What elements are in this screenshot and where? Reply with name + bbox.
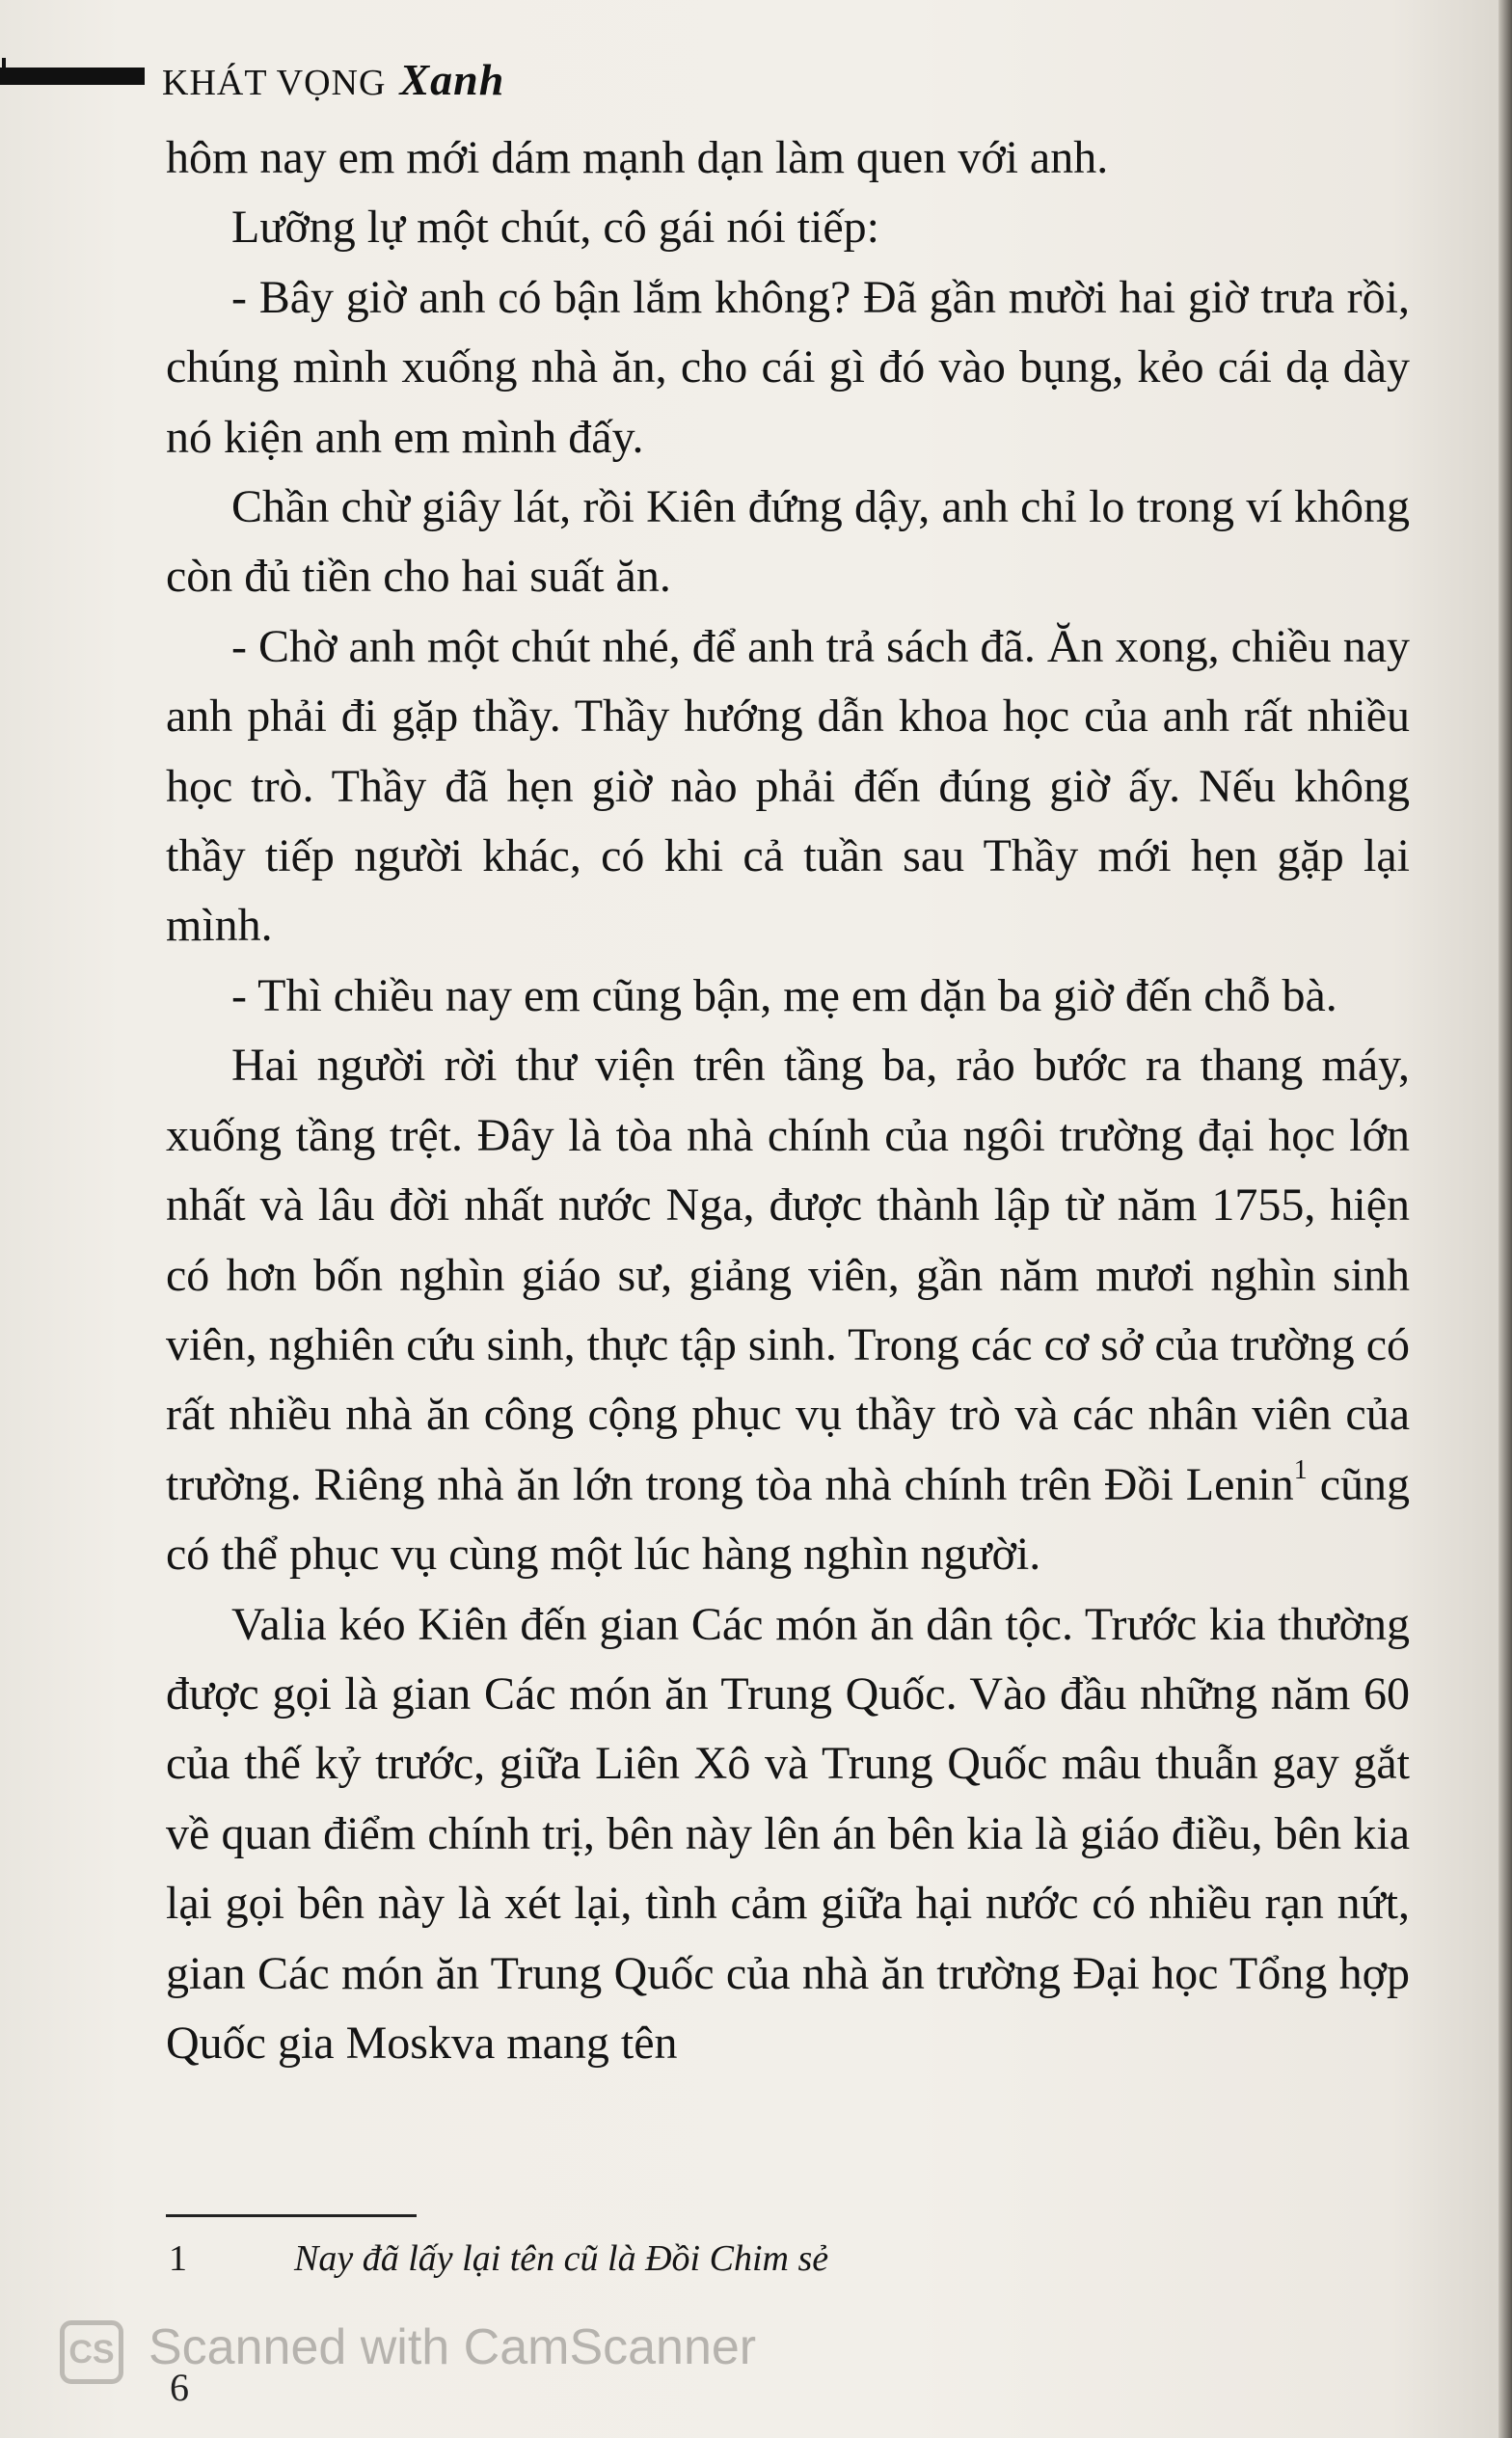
paragraph-text: Hai người rời thư viện trên tầng ba, rảo bước ra thang máy, xuống tầng trệt. Đây là tòa nhà chính của ngôi trường đại học lớn nhất và lâu đời nhất nước Nga, được thành lập từ năm 1755, hiện có hơn bốn nghìn giáo sư, giảng viên, gần năm mươi nghìn sinh viên, nghiên cứu sinh, thực tập sinh. Trong các cơ sở của trường có rất nhiều nhà ăn công cộng phục vụ thầy trò và các nhân viên của trường. Riêng nhà ăn lớn trong tòa nhà chính trên Đồi Lenin <box>166 1040 1410 1510</box>
paragraph-text: cũng có thể phục vụ cùng một lúc hàng nghìn người. <box>166 1458 1411 1581</box>
footnote-reference: 1 <box>1293 1454 1308 1485</box>
page-number: 6 <box>170 2366 189 2409</box>
paragraph: Chần chừ giây lát, rồi Kiên đứng dậy, anh chỉ lo trong ví không còn đủ tiền cho hai suất ăn. <box>166 481 1410 603</box>
header-title-text: KHÁT VỌNG <box>162 63 387 103</box>
paragraph: - Bây giờ anh có bận lắm không? Đã gần mười hai giờ trưa rồi, chúng mình xuống nhà ăn, cho cái gì đó vào bụng, kẻo cái dạ dày nó kiện anh em mình đấy. <box>166 271 1410 463</box>
paragraph: - Thì chiều nay em cũng bận, mẹ em dặn ba giờ đến chỗ bà. <box>231 969 1337 1021</box>
footnote <box>169 2237 828 2280</box>
paragraph <box>166 1031 1410 1589</box>
body-text <box>166 123 1410 2078</box>
watermark-text: Scanned with CamScanner <box>148 2319 757 2375</box>
running-header <box>0 46 868 114</box>
page-edge-shadow <box>1498 0 1512 2438</box>
footnote-number: 1 <box>169 2238 187 2279</box>
camscanner-logo-icon: CS <box>60 2320 123 2384</box>
footnote-text: Nay đã lấy lại tên cũ là Đồi Chim sẻ <box>294 2238 829 2279</box>
header-logo-text: Xanh <box>399 55 505 104</box>
header-decorative-bar <box>0 68 145 85</box>
paragraph: Lưỡng lự một chút, cô gái nói tiếp: <box>231 202 879 254</box>
paragraph: Valia kéo Kiên đến gian Các món ăn dân tộc. Trước kia thường được gọi là gian Các món ăn Trung Quốc. Vào đầu những năm 60 của thế kỷ trước, giữa Liên Xô và Trung Quốc mâu thuẫn gay gắt về quan điểm chính trị, bên này lên án bên kia là giáo điều, bên kia lại gọi bên này là xét lại, tình cảm giữa hại nước có nhiều rạn nứt, gian Các món ăn Trung Quốc của nhà ăn trường Đại học Tổng hợp Quốc gia Moskva mang tên <box>166 1598 1410 2069</box>
paragraph: hôm nay em mới dám mạnh dạn làm quen với anh. <box>166 132 1109 183</box>
paragraph: - Chờ anh một chút nhé, để anh trả sách đã. Ăn xong, chiều nay anh phải đi gặp thầy. Thầy hướng dẫn khoa học của anh rất nhiều học trò. Thầy đã hẹn giờ nào phải đến đúng giờ ấy. Nếu không thầy tiếp người khác, có khi cả tuần sau Thầy mới hẹn gặp lại mình. <box>166 620 1410 952</box>
header-title <box>162 54 504 105</box>
footnote-divider <box>166 2214 417 2217</box>
